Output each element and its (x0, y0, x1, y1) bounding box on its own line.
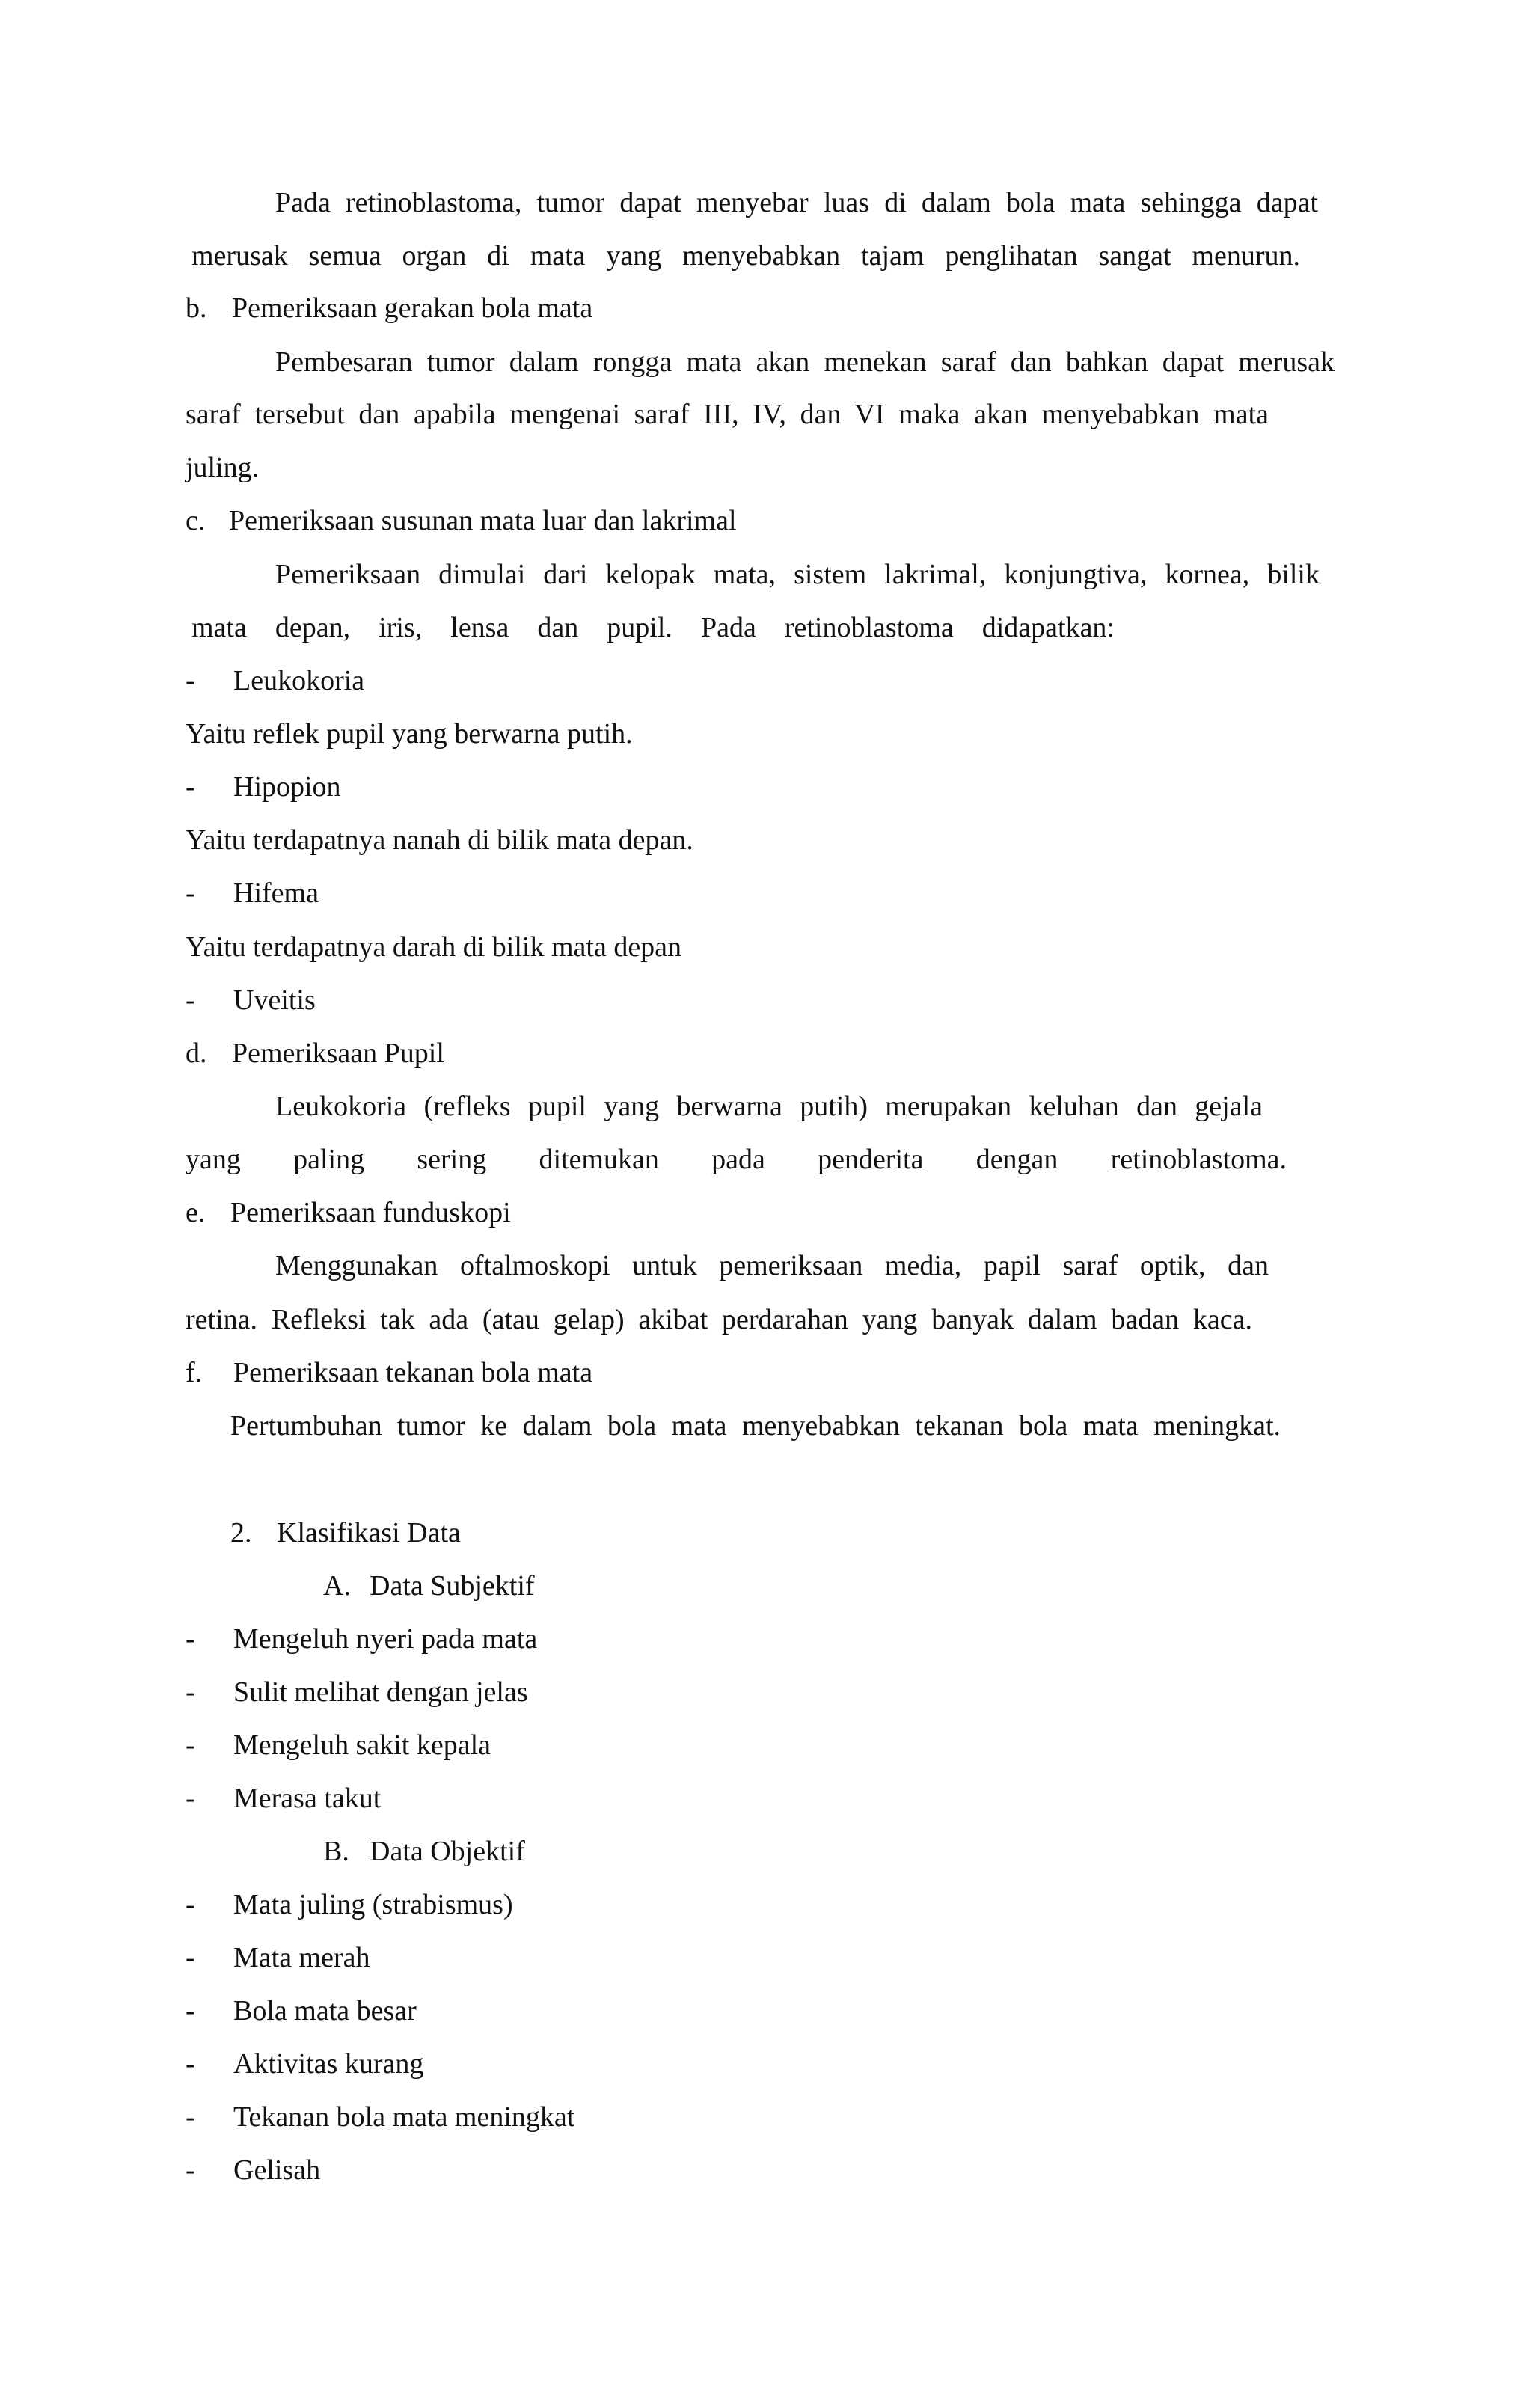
list-dash: - (186, 2154, 195, 2186)
section-f-heading: Pemeriksaan tekanan bola mata (233, 1357, 593, 1388)
paragraph-2-line-3: juling. (186, 452, 260, 483)
section-c-letter: c. (186, 505, 206, 536)
list-dash: - (186, 877, 195, 909)
list-dash: - (186, 771, 195, 803)
list-dash: - (186, 1676, 195, 1708)
paragraph-2-line-1: Pembesaran tumor dalam rongga mata akan menekan saraf dan bahkan dapat merusak (275, 346, 1335, 378)
objektif-item: Mata merah (233, 1942, 370, 1973)
list-dash: - (186, 1623, 195, 1655)
item-uveitis: Uveitis (233, 984, 316, 1016)
objektif-item: Gelisah (233, 2154, 321, 2186)
desc-hifema: Yaitu terdapatnya darah di bilik mata depan (186, 931, 682, 963)
item-hipopion: Hipopion (233, 771, 341, 803)
item-leukokoria: Leukokoria (233, 665, 365, 696)
list-dash: - (186, 2048, 195, 2080)
desc-hipopion: Yaitu terdapatnya nanah di bilik mata depan. (186, 824, 693, 856)
paragraph-5-line-1: Menggunakan oftalmoskopi untuk pemeriksaan media, papil saraf optik, dan (275, 1250, 1269, 1281)
subjektif-item: Mengeluh nyeri pada mata (233, 1623, 538, 1655)
subjektif-item: Mengeluh sakit kepala (233, 1730, 491, 1761)
desc-leukokoria: Yaitu reflek pupil yang berwarna putih. (186, 718, 633, 750)
objektif-item: Mata juling (strabismus) (233, 1889, 513, 1920)
section-d-heading: Pemeriksaan Pupil (232, 1038, 444, 1069)
objektif-item: Bola mata besar (233, 1995, 417, 2026)
paragraph-1-line-1: Pada retinoblastoma, tumor dapat menyebar luas di dalam bola mata sehingga dapat (275, 187, 1318, 218)
objektif-item: Aktivitas kurang (233, 2048, 424, 2080)
list-dash: - (186, 1942, 195, 1973)
list-dash: - (186, 2101, 195, 2133)
objektif-item: Tekanan bola mata meningkat (233, 2101, 575, 2133)
section-b-letter: b. (186, 292, 207, 324)
klasifikasi-title: Klasifikasi Data (277, 1517, 461, 1548)
section-c-heading: Pemeriksaan susunan mata luar dan lakrimal (229, 505, 737, 536)
subjektif-letter: A. (323, 1570, 351, 1602)
subjektif-item: Merasa takut (233, 1783, 382, 1814)
list-dash: - (186, 1783, 195, 1814)
section-f-letter: f. (186, 1357, 203, 1388)
section-e-letter: e. (186, 1197, 206, 1228)
paragraph-1-line-2: merusak semua organ di mata yang menyebabkan tajam penglihatan sangat menurun. (192, 240, 1300, 272)
objektif-title: Data Objektif (370, 1836, 525, 1867)
list-dash: - (186, 1889, 195, 1920)
paragraph-4-line-2: yang paling sering ditemukan pada penderita dengan retinoblastoma. (186, 1144, 1287, 1175)
list-dash: - (186, 984, 195, 1016)
objektif-letter: B. (323, 1836, 349, 1867)
paragraph-2-line-2: saraf tersebut dan apabila mengenai saraf III, IV, dan VI maka akan menyebabkan mata (186, 399, 1269, 430)
section-d-letter: d. (186, 1038, 207, 1069)
item-hifema: Hifema (233, 877, 319, 909)
subjektif-item: Sulit melihat dengan jelas (233, 1676, 528, 1708)
paragraph-3-line-1: Pemeriksaan dimulai dari kelopak mata, sistem lakrimal, konjungtiva, kornea, bilik (275, 559, 1320, 590)
paragraph-4-line-1: Leukokoria (refleks pupil yang berwarna putih) merupakan keluhan dan gejala (275, 1091, 1263, 1122)
section-e-heading: Pemeriksaan funduskopi (230, 1197, 511, 1228)
list-dash: - (186, 1995, 195, 2026)
subjektif-title: Data Subjektif (370, 1570, 535, 1602)
list-dash: - (186, 1730, 195, 1761)
paragraph-3-line-2: mata depan, iris, lensa dan pupil. Pada retinoblastoma didapatkan: (192, 612, 1115, 643)
klasifikasi-number: 2. (230, 1517, 252, 1548)
paragraph-6-line-1: Pertumbuhan tumor ke dalam bola mata menyebabkan tekanan bola mata meningkat. (230, 1410, 1281, 1442)
paragraph-5-line-2: retina. Refleksi tak ada (atau gelap) akibat perdarahan yang banyak dalam badan kaca. (186, 1304, 1252, 1335)
section-b-heading: Pemeriksaan gerakan bola mata (232, 292, 593, 324)
list-dash: - (186, 665, 195, 696)
